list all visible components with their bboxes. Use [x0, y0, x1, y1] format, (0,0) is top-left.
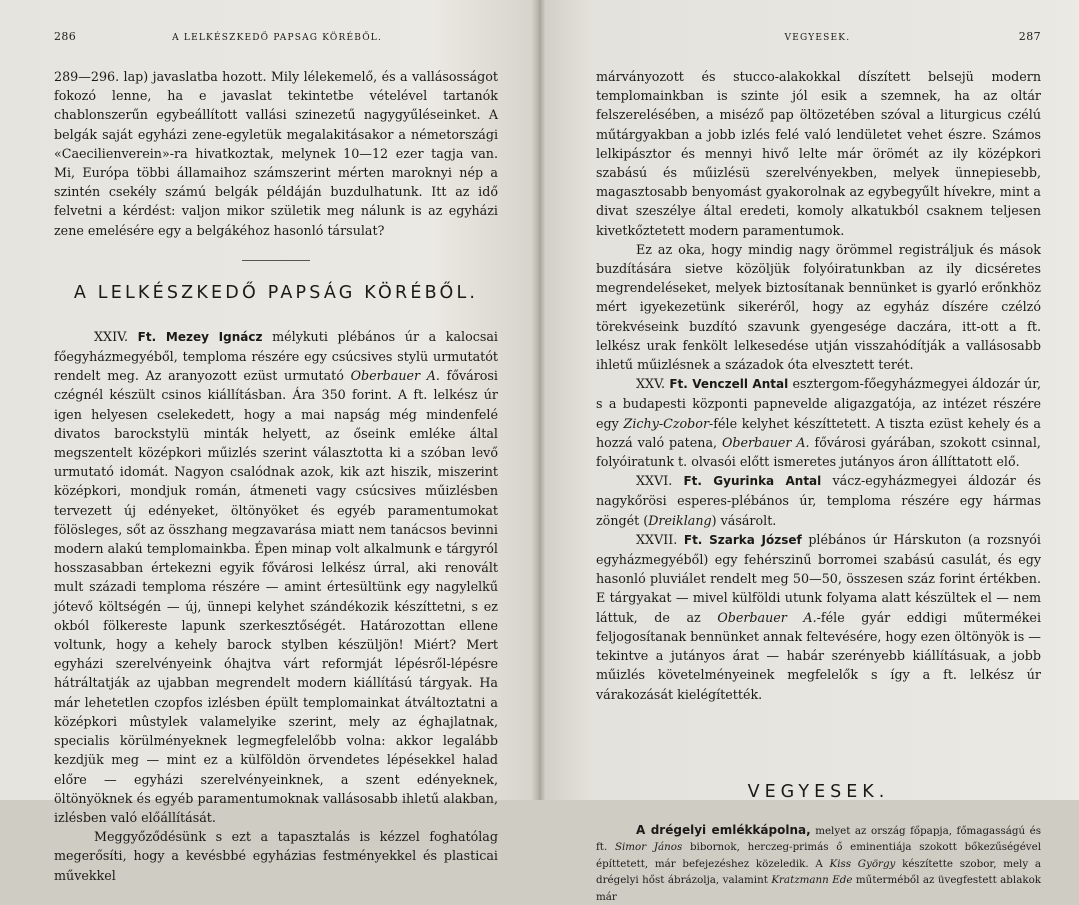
entry-text: plébános úr Hárskuton (a rozsnyói egyházmegyéből) egy fehérszinű borromei szabású casulát, és egy hasonló pluviálet rendelt meg 50—50, összesen száz forint értékben. E tárgyakat — mivel külföldi utunk folyama alatt készültek el — nem láttuk, de az: [596, 531, 1041, 625]
entry-text: -féle gyár eddigi műtermékei feljogosítanak bennünket annak feltevésére, hogy ezen öltönyök is — tekintve a jutányos árat — habár szerényebb kiállításuak, a jobb műizlés követelményeinek megfelelők s így a ft. lelkész úr várakozását kielégítették.: [596, 609, 1041, 702]
entry-numeral: XXIV.: [94, 328, 129, 344]
entry-text: ) vásárolt.: [711, 512, 777, 528]
closing-paragraph: Meggyőződésünk s ezt a tapasztalás is kézzel foghatólag megerősíti, hogy a kevésbbé egyházias festményekkel és plasticai művekkel: [54, 829, 498, 883]
right-page: [538, 0, 1079, 903]
right-running-head: [596, 30, 1041, 43]
page-number: 287: [1018, 30, 1041, 43]
section-heading: VEGYESEK.: [747, 781, 890, 802]
maker-name: Oberbauer A.: [717, 609, 817, 625]
entry-xxiv: [54, 327, 498, 827]
glazier-name: Kratzmann Ede: [771, 874, 853, 887]
section-heading: A LELKÉSZKEDŐ PAPSÁG KÖRÉBŐL.: [73, 282, 479, 303]
entry-text: fővárosi czégnél készült csinos kiállításban. Ára 350 forint. A ft. lelkész úr igen helyesen cselekedett, hogy a mai napság még mindenfelé divatos barockstylü minták helyett, az őseink emléke által megszentelt középkori műizlés szerint választotta ki a szóban levő urmutató idomát. Nagyon csalódnak azok, kik azt hiszik, miszerint középkori, mondjuk román, átmeneti vagy csúcsives műizlésben tervezett új edényeket, öltönyöket és egyéb paramentumokat fölösleges, sőt az összhang megzavarása miatt nem tanácsos bevinni modern alakú templomainkba. Épen minap volt alkalmunk e tárgyról hosszasabban értekezni egyik fővárosi lelkész úrral, aki renovált mult századi temploma részére — amint értesültünk egy nagylelkű jótevő költségén — új, ünnepi kelyhet szándékozik készíttetni, s ez okból fölkereste lapunk szerkesztőségét. Határozottan ellene voltunk, hogy a kehely barock stylben készüljön! Miért? Mert egyházi szerelvényeink óhajtva várt reformját lépésről-lépésre hátráltatják az ujabban megrendelt modern kiállítású tárgyak. Ha már lehetetlen czopfos izlésben épült templomainkat átváltoztatni a középkori mûstylek valamelyike szerint, mely az éghajlatnak, specialis körülményeknek legmegfelelőbb volna: akkor legalább kezdjük meg — mint ez a külföldön örvendetes lépésekkel halad előre — egyházi szerelvényeinknek, a szent edényeknek, öltönyöknek és egyéb paramentumoknak vallásosabb ihletű alakban, izlésben való előállítását.: [54, 368, 498, 825]
left-running-head: [54, 30, 498, 43]
entry-xxvii: [596, 530, 1041, 704]
entry-text: fővárosi gyárában, szokott csinnal, folyóiratunk t. olvasói előtt ismeretes jutányos áron állíttatott elő.: [596, 434, 1041, 470]
entry-text: bibornok, herczeg-primás ő eminentiája szokott bőkezűségével építtetett, már befejezéshez közeledik. A: [596, 841, 1042, 870]
entry-text: vácz-egyházmegyei áldozár és nagykőrösi esperes-plébános úr, temploma részére egy hármas zöngét (: [596, 473, 1041, 528]
entry-numeral: XXVII.: [636, 531, 678, 547]
misc-item-title: A drégelyi emlékkápolna,: [636, 822, 811, 837]
entry-text: -féle kelyhet készíttetett. A tiszta ezüst kehely és a hozzá való patena,: [596, 415, 1041, 450]
maker-name: Oberbauer A.: [350, 368, 440, 384]
entry-text: mélykuti plébános úr a kalocsai főegyházmegyéből, temploma részére egy csúcsives stylü urmutatót rendelt meg. Az aranyozott ezüst urmutató: [54, 328, 498, 384]
entry-text: esztergom-főegyházmegyei áldozár úr, s a budapesti központi papnevelde aligazgatója, az intézet részére egy: [596, 376, 1041, 431]
term: Dreiklang: [648, 512, 712, 528]
intro-paragraph: 289—296. lap) javaslatba hozott. Mily lélekemelő, és a vallásosságot fokozó lenne, ha e javaslat tekintetbe vételével tartanók chablonszerűn egybeállított vallási szinezetű nagygyűléseinket. A belgák saját egyházi zene-egyletük megalakitásakor a németországi «Caecilienverein»-ra hivatkoztak, melynek 10—12 ezer tagja van. Mi, Európa többi államaihoz számszerint mérten maroknyi nép a szintén csekély számú belgák példáján buzdulhatunk. Itt az idő felvetni a kérdést: valjon mikor születik meg nálunk is az egyházi zene emelésére egy a belgákéhoz hasonló társulat?: [54, 69, 498, 238]
section-divider: [242, 260, 310, 261]
entry-text: készítette szobor, mely a drégelyi hőst ábrázolja, valamint: [596, 857, 1042, 887]
misc-item: [596, 822, 1041, 905]
donor-name: Zichy-Czobor: [623, 415, 710, 431]
left-page: [0, 0, 538, 883]
entry-numeral: XXVI.: [636, 473, 673, 489]
sculptor-name: Kiss György: [829, 857, 896, 870]
entry-name: Ft. Mezey Ignácz: [137, 329, 263, 344]
entry-text: műterméből az üvegfestett ablakok már: [596, 874, 1042, 903]
entry-name: Ft. Gyurinka Antal: [683, 474, 822, 489]
entry-numeral: XXV.: [636, 376, 666, 392]
continuation-paragraph: márványozott és stucco-alakokkal díszített belsejü modern templomainkban is szinte jól esik a szemnek, ha az oltár felszerelésében, a miséző pap öltözetében szóval a liturgicus czélú műtárgyakban a jobb izlés felé való lendületet vehet észre. Számos lelkipásztor és mennyi hivő lelte már örömét az ily középkori szabású és műizlésü szerelvényekben, melyek ünnepiesebb, magasztosabb benyomást gyakorolnak az egybegyűlt hívekre, mint a divat szeszélye által eredeti, komoly alkatukból csaknem teljesen kivetkőztetett modern paramentumok.: [596, 69, 1041, 238]
running-title: A LELKÉSZKEDŐ PAPSAG KÖRÉBŐL.: [172, 33, 383, 43]
book-gutter: [532, 0, 546, 800]
entry-name: Ft. Venczell Antal: [669, 377, 789, 392]
entry-text: melyet az ország főpapja, főmagasságú és ft.: [596, 824, 1042, 854]
maker-name: Oberbauer A.: [721, 434, 810, 450]
page-number: 286: [54, 30, 77, 43]
person-name: Simor János: [614, 841, 683, 854]
entry-name: Ft. Szarka József: [683, 532, 802, 547]
entry-xxvi: [596, 471, 1041, 530]
second-paragraph: Ez az oka, hogy mindig nagy örömmel registráljuk és mások buzdítására sietve közöljük folyóiratunkban az ily dicséretes megrendeléseket, melyek biztosítanak bennünket is gyarló erőnkhöz mért igyekezetünk sikeréről, hogy az egyház díszére czélzó törekvéseink buzdító szavunk gyengesége daczára, itt-ott a ft. lelkész urak fenkölt lelkesedése utján visszahódítják a vallásosabb ihletű műizlésnek a századok óta elvesztett terét.: [596, 241, 1041, 373]
running-title: VEGYESEK.: [784, 33, 851, 43]
entry-xxv: [596, 374, 1041, 471]
